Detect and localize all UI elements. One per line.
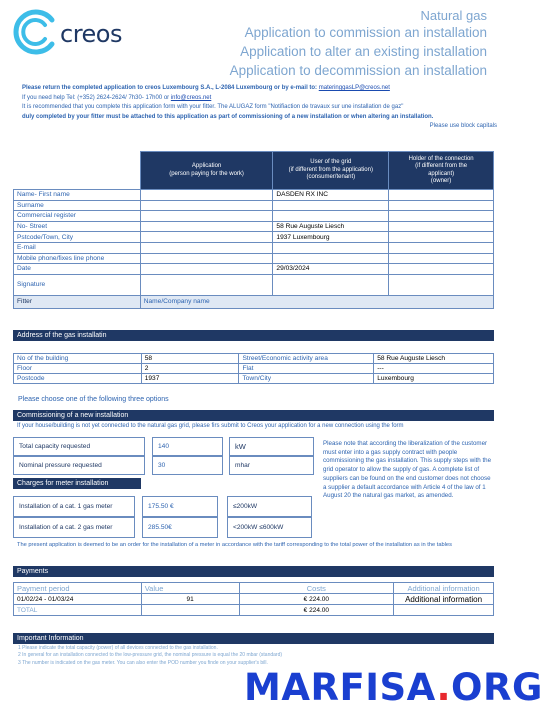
table-row [14, 232, 494, 243]
important-section-title: Important Information [13, 633, 494, 644]
payments-section-title: Payments [13, 566, 494, 577]
payment-info-cell[interactable]: Additional information [394, 594, 494, 605]
postcode-label: Postcode [14, 374, 142, 384]
row-label: No- Street [14, 221, 141, 232]
building-value[interactable]: 58 [141, 354, 239, 364]
fitter-label: Fitter [14, 295, 141, 308]
table-row [14, 374, 494, 384]
header-additional-info: Additional information [394, 583, 494, 594]
footnotes [18, 645, 282, 667]
intro-line1: Please return the completed application to creos Luxembourg S.A., L-2084 Luxembourg or by e-mail to: [22, 85, 319, 91]
table-row [14, 221, 494, 232]
row-label: Signature [14, 274, 141, 295]
row-label: Mobile phone/fixes line phone [14, 253, 141, 264]
applicant-table [13, 151, 494, 309]
footnote-3: 3 The number is indicated on the gas meter. You can also enter the POD number you finde on your supplier's bill. [18, 659, 268, 666]
footnote-1: 1 Please indicate the total capacity (power) of all devices connected to the gas installation. [18, 645, 218, 651]
total-label: TOTAL [14, 605, 142, 616]
holder-cell[interactable] [389, 190, 494, 201]
holder-cell[interactable] [389, 274, 494, 295]
row-label: E-mail [14, 242, 141, 253]
intro-line4: duly completed by your fitter must be attached to this application as part of commissioning of a new installation or when altering an installation. [22, 113, 434, 120]
holder-cell[interactable] [389, 253, 494, 264]
user-cell[interactable] [273, 242, 389, 253]
capacity-unit: kW [229, 437, 314, 456]
street-label: Street/Economic activity area [239, 354, 374, 364]
table-row [14, 253, 494, 264]
footnote-2: 2 In general for an installation connected to the low-pressure grid, the nominal pressure is equal the 20 mbar (standard) [18, 652, 283, 659]
user-cell[interactable]: 58 Rue Auguste Liesch [273, 221, 389, 232]
applicant-cell[interactable] [140, 253, 273, 264]
building-label: No of the building [14, 354, 142, 364]
total-row [14, 605, 494, 616]
document-titles [230, 8, 487, 80]
block-capitals-note: Please use block capitals [429, 123, 497, 129]
row-label: Date [14, 264, 141, 275]
table-row [14, 364, 494, 374]
user-cell[interactable]: DASDEN RX INC [273, 190, 389, 201]
title-alter: Application to alter an existing installation [240, 44, 487, 59]
cat2-range: <200kW ≤600kW [227, 517, 312, 538]
holder-cell[interactable] [389, 221, 494, 232]
table-row [14, 354, 494, 364]
choose-option-text: Please choose one of the following three options [18, 396, 169, 403]
intro-line2: If you need help Tel: (+352) 2624-2624/ 7h30- 17h00 or [22, 94, 171, 101]
user-cell[interactable]: 1937 Luxembourg [273, 232, 389, 243]
cat1-label: Installation of a cat. 1 gas meter [13, 496, 135, 517]
header-costs: Costs [239, 583, 394, 594]
table-row [14, 594, 494, 605]
flat-value[interactable]: --- [374, 364, 494, 374]
applicant-cell[interactable] [140, 274, 273, 295]
fitter-company-field[interactable]: Name/Company name [140, 295, 493, 308]
applicant-cell[interactable] [140, 190, 273, 201]
cat2-label: Installation of a cat. 2 gas meter [13, 517, 135, 538]
holder-cell[interactable] [389, 211, 494, 222]
row-label: Commercial register [14, 211, 141, 222]
capacity-input[interactable]: 140 [152, 437, 223, 456]
pressure-label: Nominal pressure requested [13, 456, 145, 475]
brand-name: creos [60, 20, 122, 48]
applicant-cell[interactable] [140, 264, 273, 275]
floor-value[interactable]: 2 [141, 364, 239, 374]
cat1-range: ≤200kW [227, 496, 312, 517]
payments-table [13, 582, 494, 616]
row-label: Pstcode/Town, City [14, 232, 141, 243]
user-cell[interactable] [273, 211, 389, 222]
holder-cell[interactable] [389, 264, 494, 275]
watermark: MARFISA.ORG [244, 666, 543, 709]
title-commission: Application to commission an installation [244, 25, 487, 40]
street-value[interactable]: 58 Rue Auguste Liesch [374, 354, 494, 364]
row-label: Name- First name [14, 190, 141, 201]
table-row [14, 242, 494, 253]
user-cell[interactable]: 29/03/2024 [273, 264, 389, 275]
total-cost: € 224.00 [239, 605, 394, 616]
supplier-note: Please note that according the liberalization of the customer must enter into a gas supply contract with people commissioning the gas installation. This supply steps with the grid operator to allow the supply of gas. A complete list of suppliers can be found on the end customer does not choose a supplier a default accordance with Article 4 of the law of 1 August 20 the natural gas market, as amended. [323, 440, 492, 500]
applicant-cell[interactable] [140, 200, 273, 211]
user-cell[interactable] [273, 200, 389, 211]
title-natural-gas: Natural gas [420, 8, 487, 23]
town-label: Town/City [239, 374, 374, 384]
charges-section-title: Charges for meter installation [13, 478, 141, 489]
holder-cell[interactable] [389, 200, 494, 211]
order-note: The present application is deemed to be an order for the installation of a meter in accordance with the tariff corresponding to the total power of the installation as in the tables [17, 542, 452, 548]
applicant-cell[interactable] [140, 211, 273, 222]
user-cell[interactable] [273, 274, 389, 295]
title-decommission: Application to decommission an installation [229, 63, 487, 78]
table-row [14, 274, 494, 295]
table-row [14, 211, 494, 222]
floor-label: Floor [14, 364, 142, 374]
holder-cell[interactable] [389, 242, 494, 253]
holder-cell[interactable] [389, 232, 494, 243]
fitter-row [14, 295, 494, 308]
commissioning-section-title: Commissioning of a new installation [13, 410, 494, 421]
table-row [14, 190, 494, 201]
header-application: Application (person paying for the work) [140, 152, 273, 190]
flat-label: Flat [239, 364, 374, 374]
payment-period-cell[interactable]: 01/02/24 - 01/03/24 [14, 594, 142, 605]
table-row [14, 264, 494, 275]
address-section-title: Address of the gas installatin [13, 330, 494, 341]
applicant-cell[interactable] [140, 221, 273, 232]
pressure-input[interactable]: 30 [152, 456, 223, 475]
table-row [14, 200, 494, 211]
cat1-price: 175.50 € [142, 496, 218, 517]
intro-line3: It is recommended that you complete this application form with your fitter. The ALUGAZ form "Notifiaction de travaux sur une installation de gaz" [22, 104, 404, 110]
header-payment-period: Payment period [14, 583, 142, 594]
postcode-value[interactable]: 1937 [141, 374, 239, 384]
applicant-cell[interactable] [140, 242, 273, 253]
intro-text [22, 84, 497, 132]
intro-email-link[interactable]: materinggasLP@creos.net [318, 85, 390, 91]
header-user-of-grid: User of the grid (if different from the application) (consumer/tenant) [273, 152, 389, 190]
commissioning-subnote: If your house/building is not yet connected to the natural gas grid, please firs submit to Creos your application for a new connection using the form [17, 423, 404, 429]
payment-value-cell[interactable]: 91 [141, 594, 239, 605]
creos-logo-icon [12, 8, 60, 56]
header-holder: Holder of the connection (if different from the applicant) (owner) [389, 152, 494, 190]
capacity-label: Total capacity requested [13, 437, 145, 456]
applicant-cell[interactable] [140, 232, 273, 243]
help-email-link[interactable]: info@creos.net [170, 94, 212, 101]
town-value[interactable]: Luxembourg [374, 374, 494, 384]
address-table [13, 353, 494, 384]
header-value: Value [141, 583, 239, 594]
pressure-unit: mhar [229, 456, 314, 475]
user-cell[interactable] [273, 253, 389, 264]
row-label: Surname [14, 200, 141, 211]
cat2-price: 285.50€ [142, 517, 218, 538]
payment-cost-cell[interactable]: € 224.00 [239, 594, 394, 605]
